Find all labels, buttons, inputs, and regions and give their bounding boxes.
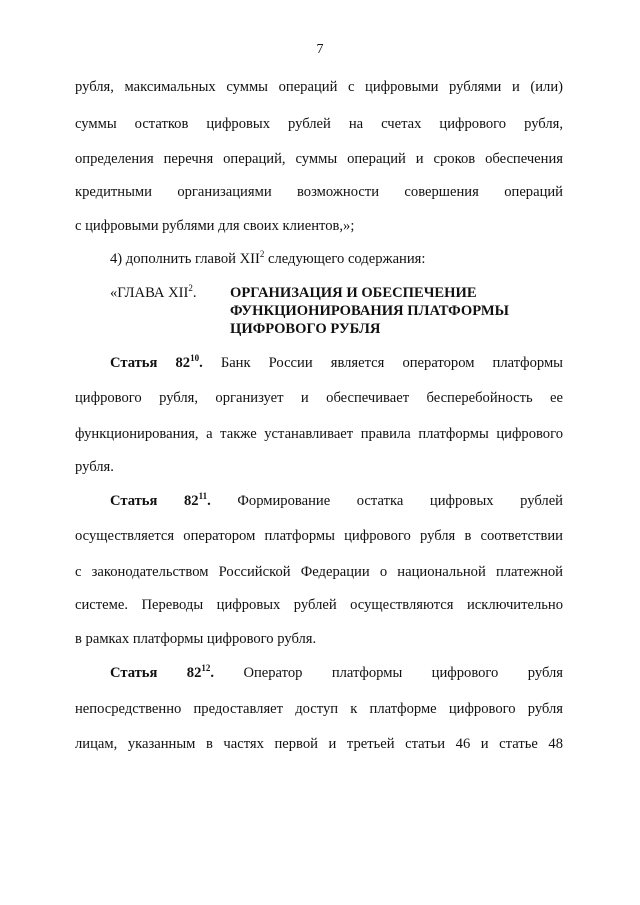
article-8210-text: Банк России является оператором платформы xyxy=(202,355,563,371)
article-8210-first-line xyxy=(110,354,563,372)
article-8211-line-3: с законодательством Российской Федерации о национальной платежной xyxy=(75,564,563,580)
article-8212-text: Оператор платформы цифрового рубля xyxy=(214,665,563,681)
intro-line-3: определения перечня операций, суммы операций и сроков обеспечения xyxy=(75,151,563,167)
chapter-title-line-1: ОРГАНИЗАЦИЯ И ОБЕСПЕЧЕНИЕ xyxy=(230,285,477,301)
article-8210-heading: Статья $82^{10}$. xyxy=(110,353,203,371)
chapter-title-line-2: ФУНКЦИОНИРОВАНИЯ ПЛАТФОРМЫ xyxy=(230,303,509,319)
article-8211-line-4: системе. Переводы цифровых рублей осуществляются исключительно xyxy=(75,597,563,613)
article-8212-line-2: непосредственно предоставляет доступ к платформе цифрового рубля xyxy=(75,701,563,717)
article-8212-heading: Статья $82^{12}$. xyxy=(110,663,215,681)
chapter-label-sup: 2 xyxy=(188,283,193,294)
article-8211-line-5: в рамках платформы цифрового рубля. xyxy=(75,631,317,647)
article-8212-first-line xyxy=(110,664,563,682)
article-8210-line-3: функционирования, а также устанавливает правила платформы цифрового xyxy=(75,426,563,442)
intro-line-2: суммы остатков цифровых рублей на счетах цифрового рубля, xyxy=(75,116,563,132)
article-8211-first-line xyxy=(110,492,563,510)
article-8210-line-2: цифрового рубля, организует и обеспечивает бесперебойность ее xyxy=(75,390,563,406)
item-4-line xyxy=(110,250,563,268)
chapter-title-line-3: ЦИФРОВОГО РУБЛЯ xyxy=(230,321,381,337)
article-8211-text: Формирование остатка цифровых рублей xyxy=(210,493,563,509)
chapter-label-text: «ГЛАВА XII xyxy=(110,285,189,301)
item-4-sup: 2 xyxy=(259,249,265,260)
article-8210-line-4: рубля. xyxy=(75,459,114,475)
page-number: 7 xyxy=(316,42,324,57)
intro-line-4: кредитными организациями возможности совершения операций xyxy=(75,184,563,200)
chapter-label xyxy=(110,284,197,302)
intro-line-5: с цифровыми рублями для своих клиентов,»; xyxy=(75,218,355,234)
item-4-text: 4) дополнить главой XII xyxy=(110,251,260,267)
intro-line-1: рубля, максимальных суммы операций с цифровыми рублями и (или) xyxy=(75,79,563,95)
chapter-label-end: . xyxy=(192,285,197,301)
article-8211-line-2: осуществляется оператором платформы цифрового рубля в соответствии xyxy=(75,528,563,544)
item-4-text-after: следующего содержания: xyxy=(264,251,426,267)
article-8211-heading: Статья $82^{11}$. xyxy=(110,491,211,509)
article-8212-line-3: лицам, указанным в частях первой и третьей статьи 46 и статье 48 xyxy=(75,736,563,752)
